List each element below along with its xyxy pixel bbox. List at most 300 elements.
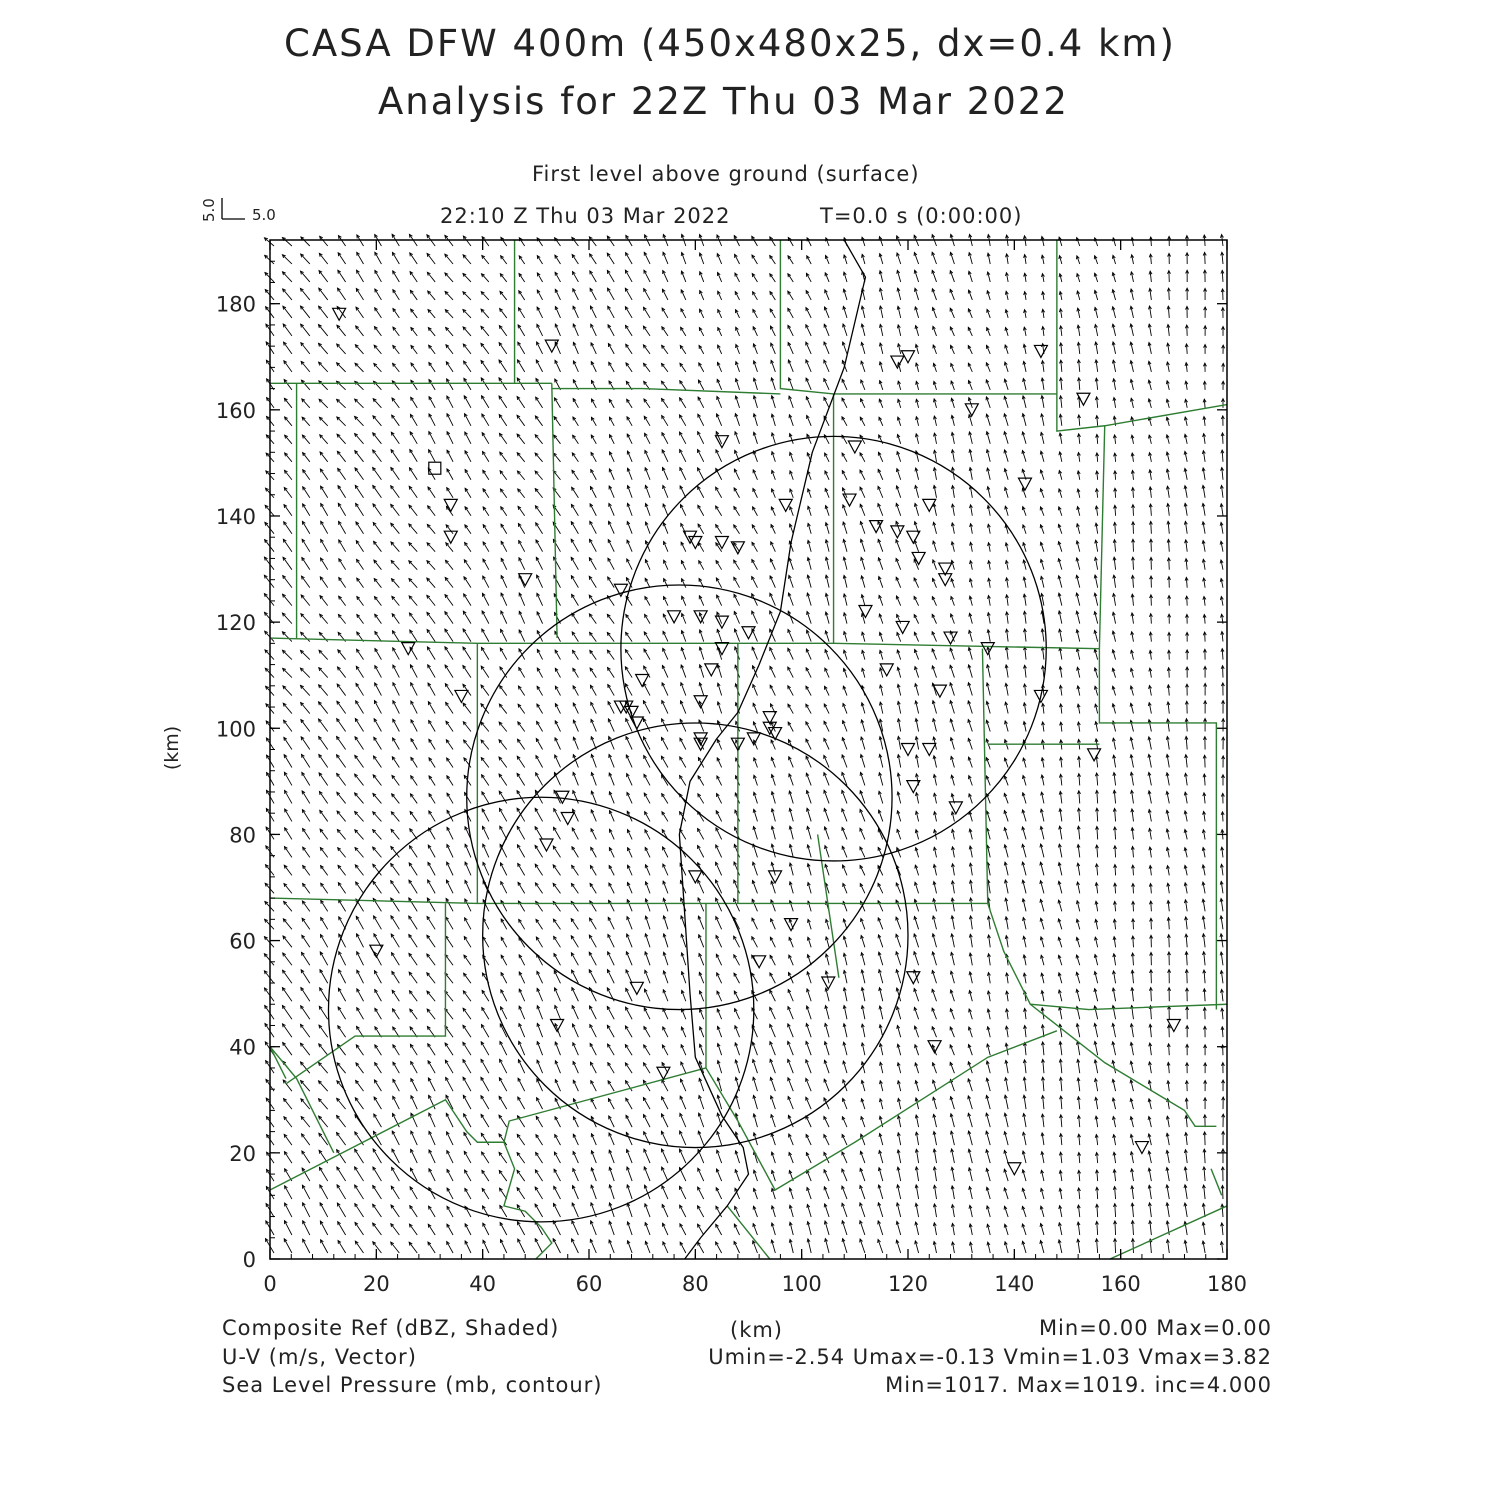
wind-vector bbox=[608, 934, 614, 947]
wind-vector bbox=[535, 1204, 543, 1217]
wind-vector bbox=[284, 522, 292, 534]
wind-vector bbox=[428, 845, 435, 857]
wind-vector bbox=[429, 1169, 435, 1181]
wind-vector bbox=[499, 704, 506, 713]
wind-vector bbox=[283, 703, 292, 713]
wind-vector bbox=[482, 629, 489, 642]
wind-vector bbox=[284, 1117, 292, 1127]
wind-vector bbox=[409, 561, 417, 570]
wind-vector bbox=[356, 1045, 363, 1055]
wind-vector bbox=[499, 1115, 507, 1127]
wind-vector bbox=[321, 1240, 328, 1253]
wind-vector bbox=[644, 756, 650, 768]
wind-vector bbox=[589, 576, 596, 587]
wind-vector bbox=[374, 737, 382, 749]
wind-vector bbox=[427, 561, 435, 570]
wind-vector bbox=[445, 560, 453, 569]
wind-vector bbox=[500, 452, 507, 462]
wind-vector bbox=[518, 882, 525, 893]
wind-vector bbox=[301, 952, 309, 965]
wind-vector bbox=[465, 899, 471, 911]
wind-vector bbox=[357, 614, 364, 623]
wind-vector bbox=[517, 826, 524, 839]
wind-vector bbox=[499, 740, 507, 750]
wind-vector bbox=[536, 1116, 542, 1127]
wind-vector bbox=[374, 916, 382, 929]
wind-vector bbox=[302, 521, 309, 533]
wind-vector bbox=[571, 522, 578, 534]
wind-vector bbox=[355, 774, 364, 785]
wind-vector bbox=[428, 1044, 435, 1055]
wind-vector bbox=[284, 720, 292, 731]
wind-vector bbox=[465, 880, 471, 893]
wind-vector bbox=[355, 811, 364, 821]
wind-vector bbox=[445, 955, 453, 966]
wind-vector bbox=[373, 756, 381, 767]
wind-vector bbox=[409, 524, 417, 534]
wind-vector bbox=[554, 575, 561, 587]
level-label: First level above ground (surface) bbox=[532, 162, 920, 186]
wind-vector bbox=[300, 1043, 309, 1055]
wind-vector bbox=[356, 541, 363, 552]
wind-vector bbox=[301, 737, 310, 750]
wind-vector bbox=[590, 504, 596, 516]
vector-key bbox=[200, 198, 276, 224]
wind-vector bbox=[355, 1241, 363, 1253]
wind-vector bbox=[320, 848, 327, 858]
wind-vector bbox=[409, 1242, 417, 1253]
wind-vector bbox=[410, 794, 417, 804]
wind-vector bbox=[554, 1169, 560, 1181]
wind-vector bbox=[482, 433, 489, 444]
wind-vector bbox=[301, 754, 309, 767]
wind-vector bbox=[446, 1113, 453, 1127]
wind-vector bbox=[373, 830, 382, 840]
wind-vector bbox=[590, 918, 597, 929]
wind-vector bbox=[301, 1006, 310, 1019]
wind-vector bbox=[373, 1223, 382, 1235]
wind-vector bbox=[625, 1026, 632, 1037]
wind-vector bbox=[373, 504, 381, 516]
wind-vector bbox=[411, 683, 418, 696]
wind-vector bbox=[375, 1008, 382, 1019]
wind-vector bbox=[517, 739, 524, 749]
wind-vector bbox=[285, 453, 292, 462]
wind-vector bbox=[517, 1153, 525, 1164]
wind-vector bbox=[1151, 988, 1152, 1002]
wind-vector bbox=[499, 1170, 507, 1181]
wind-vector bbox=[320, 1203, 328, 1217]
wind-vector bbox=[302, 1185, 309, 1199]
wind-vector bbox=[553, 919, 560, 929]
wind-vector bbox=[698, 432, 704, 444]
wind-vector bbox=[337, 736, 346, 749]
wind-vector bbox=[428, 862, 435, 875]
wind-vector bbox=[374, 971, 381, 984]
wind-vector bbox=[337, 755, 346, 768]
wind-vector bbox=[517, 1222, 524, 1235]
wind-vector bbox=[554, 594, 560, 606]
wind-vector bbox=[356, 1063, 364, 1073]
wind-vector bbox=[284, 487, 292, 497]
wind-vector bbox=[1205, 1132, 1206, 1145]
wind-vector bbox=[300, 668, 309, 677]
wind-vector bbox=[320, 952, 327, 965]
wind-vector bbox=[355, 451, 364, 462]
wind-vector bbox=[374, 597, 381, 606]
wind-vector bbox=[447, 758, 453, 768]
wind-vector bbox=[373, 1242, 382, 1253]
wind-vector bbox=[319, 1167, 327, 1181]
wind-vector bbox=[446, 880, 453, 893]
wind-vector bbox=[463, 991, 471, 1001]
wind-vector bbox=[499, 808, 506, 821]
wind-vector bbox=[698, 468, 704, 480]
wind-vector bbox=[536, 523, 543, 534]
wind-vector bbox=[303, 1221, 310, 1235]
wind-vector bbox=[283, 953, 292, 965]
wind-vector bbox=[409, 863, 417, 876]
wind-vector bbox=[284, 1099, 292, 1110]
wind-vector bbox=[320, 452, 328, 462]
wind-vector bbox=[373, 1149, 381, 1163]
wind-vector bbox=[446, 525, 453, 534]
wind-vector bbox=[393, 665, 399, 678]
wind-vector bbox=[375, 666, 382, 678]
wind-vector bbox=[553, 1221, 560, 1235]
wind-vector bbox=[644, 1115, 651, 1128]
wind-vector bbox=[481, 1042, 489, 1055]
wind-vector bbox=[607, 632, 614, 641]
wind-vector bbox=[698, 1187, 704, 1199]
wind-vector bbox=[625, 1063, 632, 1073]
wind-vector bbox=[375, 614, 382, 623]
wind-vector bbox=[337, 417, 346, 426]
wind-vector bbox=[319, 668, 328, 678]
wind-vector bbox=[374, 560, 382, 570]
wind-vector bbox=[301, 576, 309, 588]
wind-vector bbox=[392, 415, 400, 426]
wind-vector bbox=[590, 1043, 596, 1055]
wind-vector bbox=[680, 1113, 686, 1127]
wind-vector bbox=[483, 862, 489, 875]
wind-vector bbox=[392, 614, 399, 624]
wind-vector bbox=[411, 1079, 417, 1092]
wind-vector bbox=[517, 756, 524, 767]
wind-vector bbox=[357, 970, 364, 983]
wind-vector bbox=[320, 970, 328, 984]
wind-vector bbox=[356, 916, 363, 929]
wind-vector bbox=[445, 612, 453, 624]
wind-vector bbox=[536, 919, 543, 929]
wind-vector bbox=[429, 1150, 435, 1163]
wind-vector bbox=[517, 1134, 524, 1145]
wind-vector bbox=[427, 916, 435, 929]
wind-vector bbox=[554, 954, 561, 966]
wind-vector bbox=[519, 1041, 525, 1055]
wind-vector bbox=[320, 1221, 327, 1235]
wind-vector bbox=[321, 503, 328, 515]
wind-vector bbox=[393, 1045, 399, 1055]
wind-vector bbox=[410, 1044, 417, 1055]
wind-vector bbox=[339, 596, 346, 605]
wind-vector bbox=[608, 558, 614, 569]
wind-vector bbox=[536, 540, 543, 552]
wind-vector bbox=[373, 1167, 382, 1181]
wind-vector bbox=[356, 683, 364, 695]
wind-vector bbox=[375, 1063, 382, 1074]
wind-vector bbox=[391, 934, 399, 947]
wind-vector bbox=[411, 720, 417, 732]
wind-vector bbox=[375, 649, 382, 660]
wind-vector bbox=[320, 577, 327, 588]
wind-vector bbox=[300, 650, 309, 659]
wind-vector bbox=[284, 772, 292, 785]
wind-vector bbox=[607, 614, 614, 623]
wind-vector bbox=[302, 810, 309, 822]
wind-vector bbox=[337, 667, 345, 678]
wind-vector bbox=[537, 575, 543, 588]
wind-vector bbox=[535, 883, 542, 893]
wind-vector bbox=[571, 576, 578, 588]
wind-vector bbox=[338, 468, 346, 479]
wind-vector bbox=[355, 1204, 364, 1217]
wind-vector bbox=[302, 539, 310, 551]
wind-vector bbox=[339, 521, 346, 533]
wind-vector bbox=[499, 1096, 507, 1109]
wind-vector bbox=[445, 936, 453, 947]
wind-vector bbox=[338, 988, 345, 1001]
wind-vector bbox=[301, 720, 310, 732]
wind-vector bbox=[355, 1222, 364, 1235]
wind-vector bbox=[375, 990, 382, 1002]
wind-vector bbox=[427, 991, 435, 1001]
wind-vector bbox=[698, 1168, 704, 1181]
wind-vector bbox=[499, 433, 506, 443]
wind-vector bbox=[373, 847, 382, 857]
wind-vector bbox=[355, 755, 364, 767]
wind-vector bbox=[554, 1186, 561, 1199]
wind-vector bbox=[391, 432, 399, 444]
wind-vector bbox=[321, 486, 328, 498]
wind-vector bbox=[302, 935, 310, 947]
wind-vector bbox=[337, 1203, 345, 1217]
wind-vector bbox=[375, 683, 382, 696]
wind-vector bbox=[302, 435, 309, 444]
wind-vector bbox=[482, 826, 488, 839]
wind-vector bbox=[465, 862, 471, 875]
wind-vector bbox=[409, 596, 417, 606]
wind-vector bbox=[284, 470, 291, 479]
wind-vector bbox=[465, 918, 471, 930]
wind-vector bbox=[355, 468, 364, 480]
wind-vector bbox=[409, 486, 417, 497]
wind-vector bbox=[463, 703, 471, 713]
wind-vector bbox=[1187, 970, 1188, 984]
wind-vector bbox=[716, 898, 722, 911]
wind-vector bbox=[500, 686, 507, 696]
wind-vector bbox=[445, 973, 453, 983]
wind-vector bbox=[264, 557, 274, 570]
wind-vector bbox=[301, 988, 310, 1002]
wind-vector bbox=[427, 524, 435, 533]
wind-vector bbox=[427, 935, 435, 947]
wind-vector bbox=[356, 701, 364, 714]
wind-vector bbox=[518, 506, 525, 515]
wind-vector bbox=[536, 557, 542, 569]
wind-vector bbox=[373, 433, 382, 444]
wind-vector bbox=[337, 773, 346, 785]
wind-vector bbox=[393, 1062, 399, 1073]
wind-vector bbox=[554, 809, 561, 822]
wind-vector bbox=[661, 1131, 667, 1145]
wind-vector bbox=[410, 414, 417, 425]
wind-vector bbox=[465, 792, 471, 803]
wind-vector bbox=[338, 650, 346, 660]
wind-vector bbox=[284, 1134, 292, 1145]
wind-vector bbox=[643, 1097, 650, 1109]
wind-vector bbox=[319, 417, 327, 426]
wind-vector bbox=[320, 1185, 328, 1199]
wind-vector bbox=[463, 665, 471, 677]
wind-vector bbox=[392, 1149, 399, 1163]
wind-vector bbox=[302, 557, 310, 569]
wind-vector bbox=[626, 1098, 632, 1109]
wind-vector bbox=[429, 1113, 435, 1127]
wind-vector bbox=[319, 632, 327, 641]
wind-vector bbox=[481, 1096, 489, 1109]
wind-vector bbox=[411, 1096, 417, 1109]
wind-vector bbox=[391, 898, 400, 911]
wind-vector bbox=[321, 558, 328, 570]
wind-vector bbox=[463, 647, 471, 660]
wind-vector bbox=[319, 1062, 328, 1073]
wind-vector bbox=[590, 650, 596, 659]
wind-vector bbox=[283, 668, 292, 677]
wind-vector bbox=[283, 970, 292, 983]
wind-vector bbox=[608, 685, 614, 696]
wind-vector bbox=[264, 988, 274, 1001]
wind-vector bbox=[393, 701, 399, 714]
wind-vector bbox=[355, 1098, 363, 1109]
wind-vector bbox=[355, 416, 364, 425]
wind-vector bbox=[391, 812, 399, 822]
wind-vector bbox=[589, 952, 596, 965]
wind-vector bbox=[337, 1132, 346, 1145]
wind-vector bbox=[643, 683, 650, 695]
wind-vector bbox=[571, 539, 578, 552]
wind-vector bbox=[608, 1063, 614, 1074]
wind-vector bbox=[481, 740, 489, 749]
wind-vector bbox=[338, 865, 346, 875]
wind-vector bbox=[446, 543, 453, 552]
wind-vector bbox=[321, 917, 328, 929]
wind-vector bbox=[282, 613, 292, 624]
wind-vector bbox=[429, 1206, 436, 1217]
wind-vector bbox=[553, 883, 560, 893]
wind-vector bbox=[409, 1224, 417, 1235]
wind-vector bbox=[481, 685, 489, 696]
wind-vector bbox=[535, 506, 542, 516]
wind-vector bbox=[608, 1044, 615, 1055]
wind-vector bbox=[283, 936, 292, 947]
wind-vector bbox=[373, 450, 382, 462]
wind-vector bbox=[481, 758, 489, 768]
wind-vector bbox=[590, 521, 597, 533]
wind-vector bbox=[337, 684, 345, 696]
wind-vector bbox=[393, 1096, 400, 1109]
wind-vector bbox=[283, 557, 292, 570]
wind-vector bbox=[391, 450, 399, 462]
wind-vector bbox=[625, 667, 632, 678]
wind-vector bbox=[555, 988, 561, 1001]
wind-vector bbox=[300, 685, 309, 695]
wind-vector bbox=[373, 522, 381, 533]
wind-vector bbox=[337, 701, 346, 713]
wind-vector bbox=[409, 846, 417, 858]
wind-vector bbox=[283, 686, 292, 696]
wind-vector bbox=[320, 435, 328, 444]
wind-vector bbox=[411, 1061, 418, 1073]
wind-vector bbox=[643, 701, 650, 714]
wind-vector bbox=[392, 990, 399, 1001]
wind-vector bbox=[590, 901, 597, 911]
wind-vector bbox=[284, 755, 292, 768]
wind-vector bbox=[303, 847, 310, 857]
wind-vector bbox=[428, 1078, 435, 1091]
wind-vector bbox=[463, 1077, 471, 1091]
wind-vector bbox=[282, 632, 292, 642]
wind-vector bbox=[391, 953, 399, 966]
wind-vector bbox=[303, 883, 310, 893]
wind-vector bbox=[283, 539, 292, 551]
wind-vector bbox=[535, 808, 542, 821]
wind-vector bbox=[573, 1024, 579, 1037]
wind-vector bbox=[1133, 1239, 1134, 1253]
wind-vector bbox=[571, 557, 578, 569]
wind-vector bbox=[357, 1008, 364, 1020]
wind-vector bbox=[410, 665, 417, 678]
wind-vector bbox=[500, 648, 507, 660]
wind-vector bbox=[409, 953, 417, 965]
title-line-1: CASA DFW 400m (450x480x25, dx=0.4 km) bbox=[284, 22, 1176, 65]
wind-vector bbox=[391, 560, 399, 569]
wind-vector bbox=[284, 865, 292, 875]
wind-vector bbox=[661, 1114, 667, 1127]
wind-vector bbox=[393, 719, 400, 731]
wind-vector bbox=[283, 919, 292, 930]
wind-vector bbox=[356, 503, 364, 515]
wind-vector bbox=[392, 1009, 399, 1019]
wind-vector bbox=[302, 901, 309, 911]
wind-vector bbox=[481, 1025, 488, 1038]
wind-vector bbox=[698, 846, 704, 858]
wind-vector bbox=[643, 1063, 650, 1073]
wind-vector bbox=[284, 883, 292, 893]
wind-vector bbox=[319, 773, 328, 786]
wind-vector bbox=[644, 1149, 650, 1163]
wind-vector bbox=[429, 828, 436, 839]
wind-vector bbox=[607, 970, 614, 984]
wind-vector bbox=[374, 1097, 381, 1109]
wind-vector bbox=[464, 937, 471, 948]
wind-vector bbox=[1133, 539, 1134, 551]
wind-vector bbox=[553, 846, 560, 857]
wind-vector bbox=[320, 469, 327, 480]
wind-vector bbox=[662, 1097, 668, 1109]
wind-vector bbox=[698, 880, 704, 893]
wind-vector bbox=[643, 737, 650, 750]
